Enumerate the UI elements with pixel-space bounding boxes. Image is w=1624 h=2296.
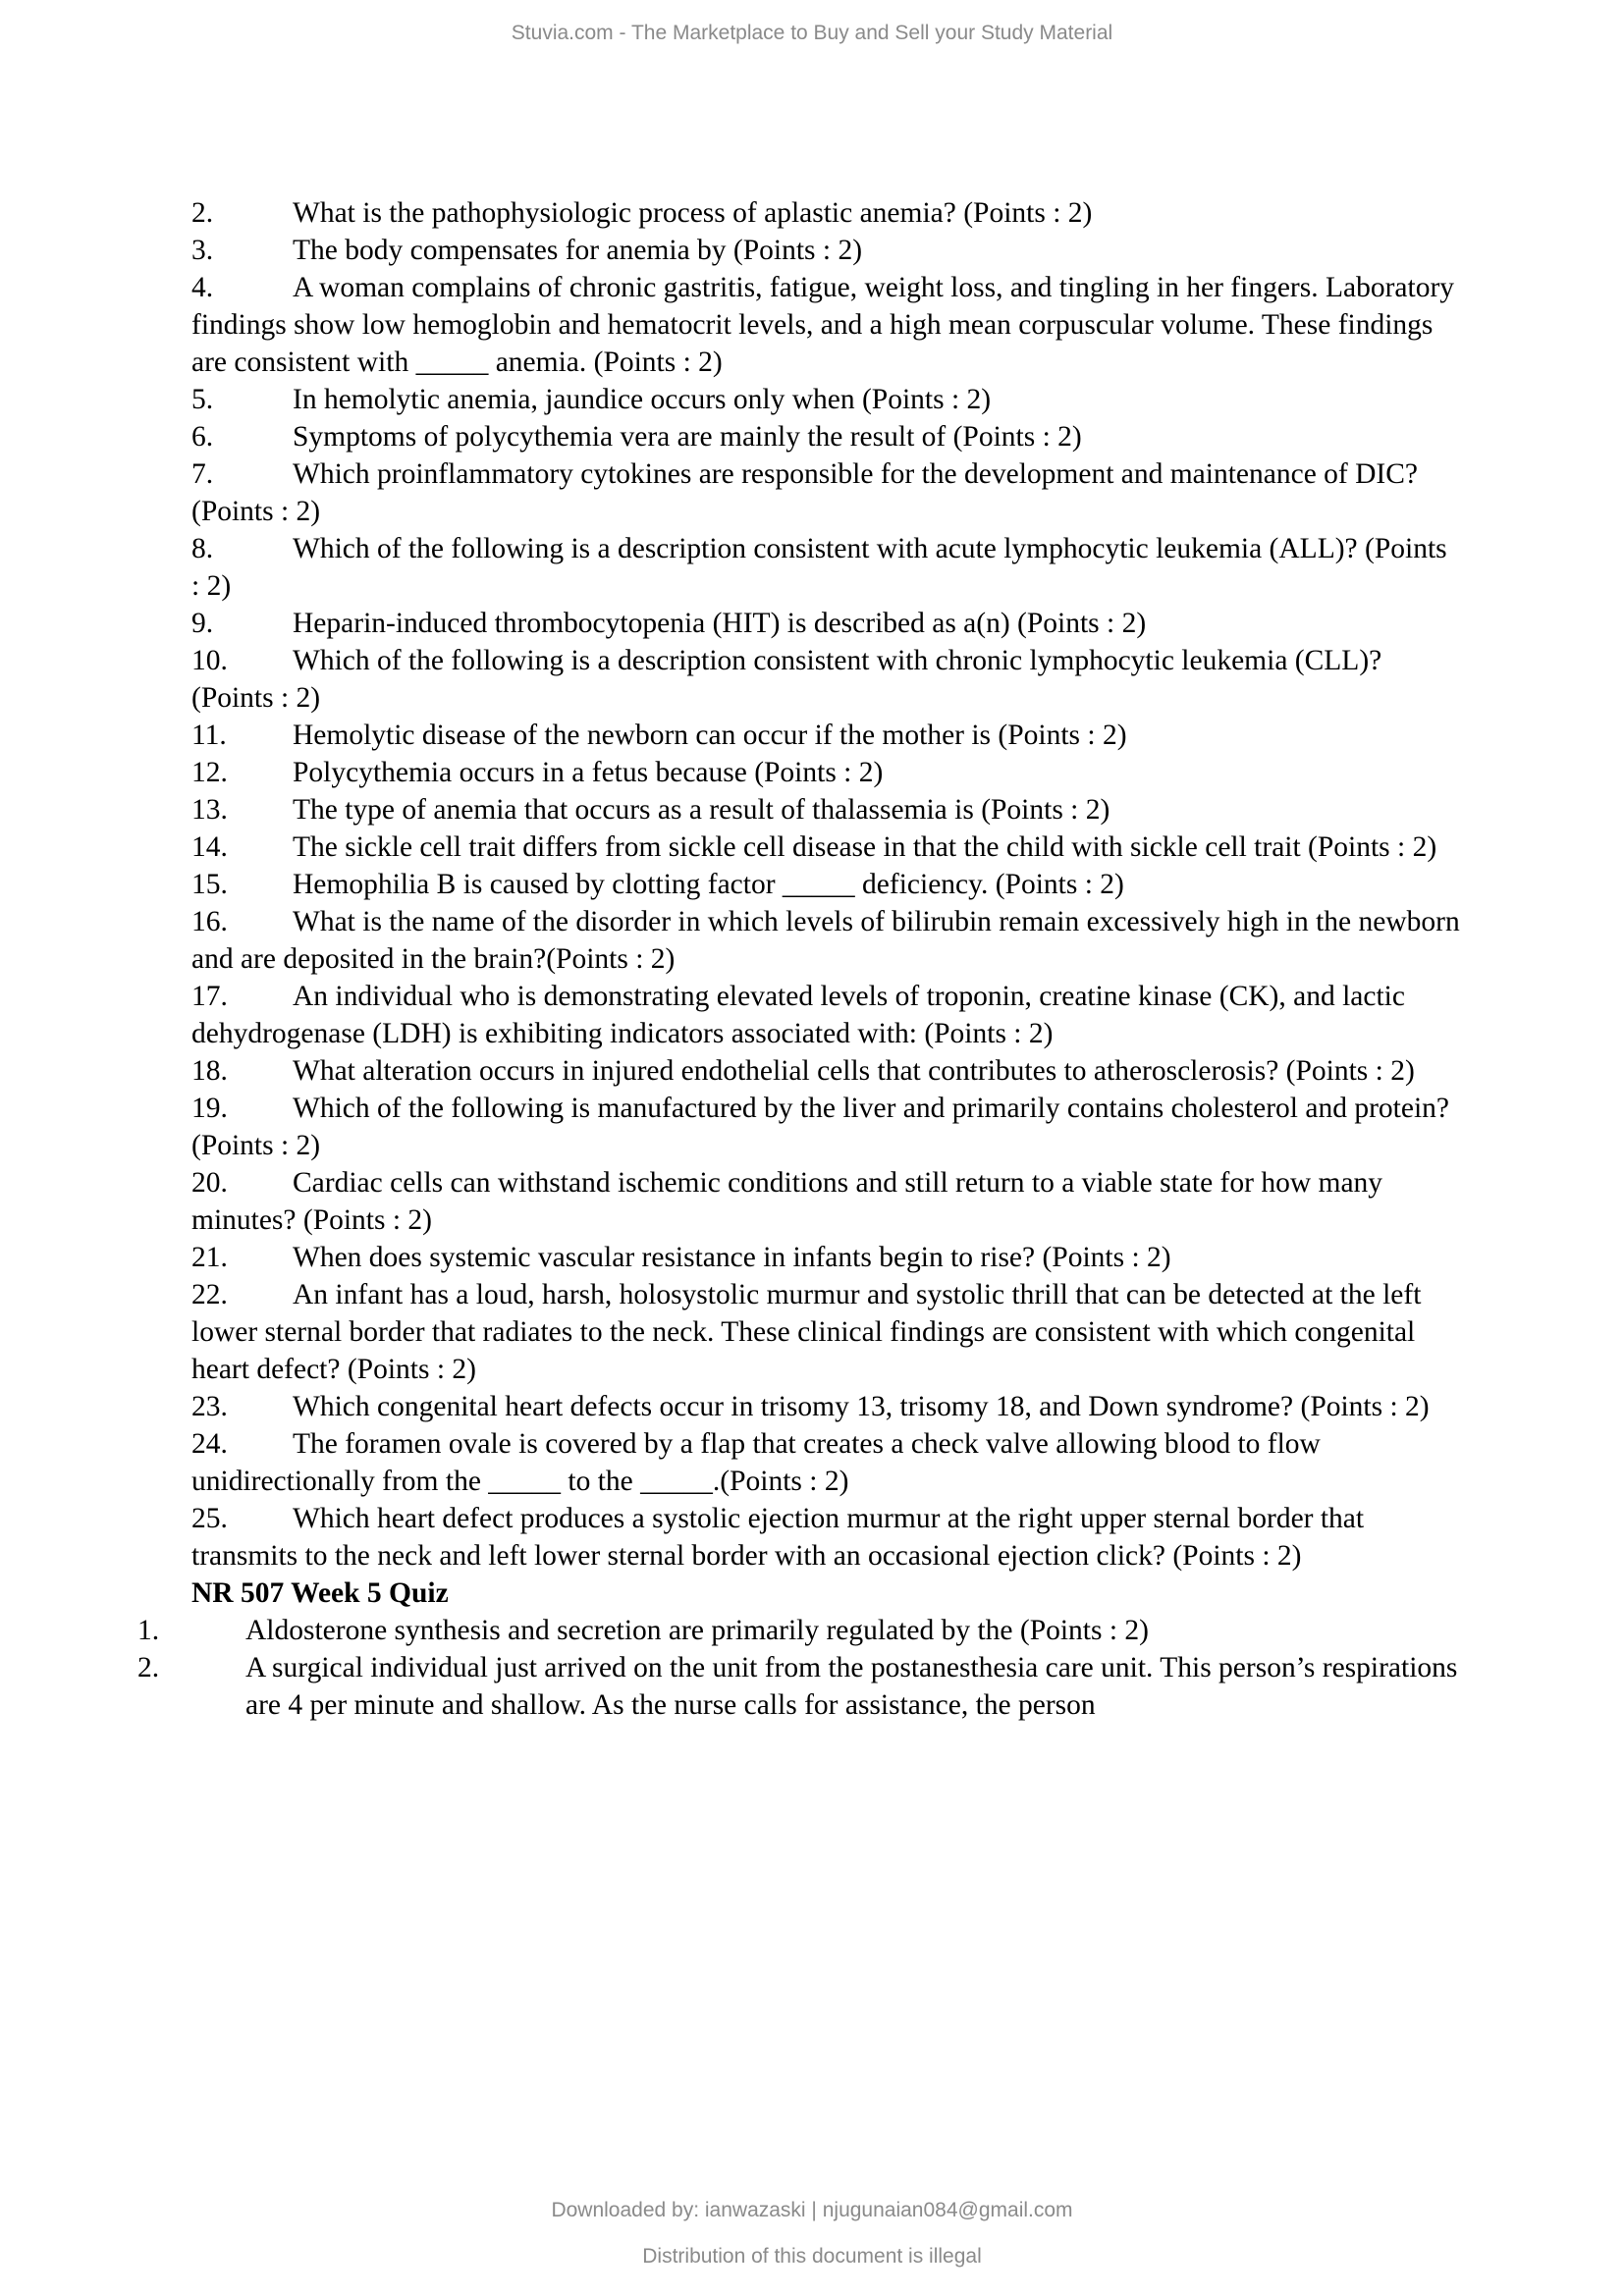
- question-text: A woman complains of chronic gastritis, fatigue, weight loss, and tingling in her fingers. Laboratory findings show low hemoglobin and hematocrit levels, and a high mean corpuscular volume. These findings are consistent with _____ anemia. (Points : 2): [191, 272, 1455, 378]
- quiz-question: [191, 381, 1462, 418]
- quiz-question: [191, 1239, 1462, 1276]
- question-number: 13.: [191, 794, 228, 826]
- question-number: 23.: [191, 1391, 228, 1422]
- quiz-question: [191, 1425, 1462, 1500]
- question-text: The foramen ovale is covered by a flap that creates a check valve allowing blood to flow unidirectionally from the _____ to the _____.(Points : 2): [191, 1428, 1321, 1497]
- question-text: What is the name of the disorder in which levels of bilirubin remain excessively high in the newborn and are deposited in the brain?(Points : 2): [191, 906, 1460, 975]
- document-body: [137, 194, 1462, 1724]
- question-number: 8.: [191, 533, 214, 564]
- question-number: 14.: [191, 831, 228, 863]
- quiz-question: [191, 530, 1462, 605]
- question-text: Which of the following is a description consistent with acute lymphocytic leukemia (ALL)? (Points : 2): [191, 533, 1447, 602]
- question-number: 16.: [191, 906, 228, 937]
- question-number: 17.: [191, 981, 228, 1012]
- question-text: Aldosterone synthesis and secretion are primarily regulated by the (Points : 2): [245, 1615, 1150, 1646]
- question-number: 7.: [191, 458, 214, 490]
- question-text: Which congenital heart defects occur in trisomy 13, trisomy 18, and Down syndrome? (Points : 2): [293, 1391, 1430, 1422]
- quiz-question: [191, 903, 1462, 978]
- stuvia-watermark-header: Stuvia.com - The Marketplace to Buy and Sell your Study Material: [511, 22, 1113, 44]
- question-text: Which of the following is a description consistent with chronic lymphocytic leukemia (CLL)? (Points : 2): [191, 645, 1382, 714]
- quiz-question: [191, 717, 1462, 754]
- question-number: 20.: [191, 1167, 228, 1199]
- question-number: 22.: [191, 1279, 228, 1310]
- question-text: In hemolytic anemia, jaundice occurs only when (Points : 2): [293, 384, 992, 415]
- distribution-warning-watermark: Distribution of this document is illegal: [642, 2245, 982, 2268]
- question-number: 25.: [191, 1503, 228, 1534]
- question-number: 5.: [191, 384, 214, 415]
- quiz-question: [137, 1649, 1462, 1724]
- question-text: Hemophilia B is caused by clotting factor _____ deficiency. (Points : 2): [293, 869, 1124, 900]
- quiz-question: [191, 642, 1462, 717]
- quiz-question: [191, 455, 1462, 530]
- quiz-question-list-part1: [191, 194, 1462, 1575]
- question-text: A surgical individual just arrived on the unit from the postanesthesia care unit. This person’s respirations are 4 per minute and shallow. As the nurse calls for assistance, the person: [245, 1652, 1458, 1721]
- question-number: 21.: [191, 1242, 228, 1273]
- quiz-question: [191, 269, 1462, 381]
- quiz-question: [191, 1090, 1462, 1164]
- question-text: Which heart defect produces a systolic ejection murmur at the right upper sternal border that transmits to the neck and left lower sternal border with an occasional ejection click? (Points : 2): [191, 1503, 1365, 1572]
- downloaded-by-watermark: Downloaded by: ianwazaski | njugunaian084@gmail.com: [551, 2199, 1073, 2221]
- quiz-question: [191, 1164, 1462, 1239]
- question-text: An infant has a loud, harsh, holosystolic murmur and systolic thrill that can be detected at the left lower sternal border that radiates to the neck. These clinical findings are consistent with which congenital heart defect? (Points : 2): [191, 1279, 1422, 1385]
- question-text: The sickle cell trait differs from sickle cell disease in that the child with sickle cell trait (Points : 2): [293, 831, 1437, 863]
- question-number: 15.: [191, 869, 228, 900]
- quiz-question: [191, 978, 1462, 1052]
- question-text: An individual who is demonstrating elevated levels of troponin, creatine kinase (CK), and lactic dehydrogenase (LDH) is exhibiting indicators associated with: (Points : 2): [191, 981, 1405, 1049]
- question-text: The body compensates for anemia by (Points : 2): [293, 235, 863, 266]
- question-text: Polycythemia occurs in a fetus because (Points : 2): [293, 757, 884, 788]
- quiz-question-list-part2: [137, 1612, 1462, 1724]
- quiz-question: [191, 1388, 1462, 1425]
- quiz-question: [191, 232, 1462, 269]
- quiz-question: [191, 605, 1462, 642]
- question-number: 18.: [191, 1055, 228, 1087]
- quiz-question: [191, 194, 1462, 232]
- question-number: 24.: [191, 1428, 228, 1460]
- question-text: Symptoms of polycythemia vera are mainly the result of (Points : 2): [293, 421, 1082, 453]
- quiz-question: [191, 418, 1462, 455]
- question-text: The type of anemia that occurs as a result of thalassemia is (Points : 2): [293, 794, 1110, 826]
- question-number: 2.: [191, 197, 214, 229]
- quiz-question: [191, 754, 1462, 791]
- quiz-question: [191, 1052, 1462, 1090]
- quiz-question: [191, 1500, 1462, 1575]
- question-text: Hemolytic disease of the newborn can occur if the mother is (Points : 2): [293, 720, 1127, 751]
- quiz-question: [191, 828, 1462, 866]
- question-number: 1.: [137, 1615, 160, 1646]
- question-number: 10.: [191, 645, 228, 676]
- question-number: 4.: [191, 272, 214, 303]
- question-number: 2.: [137, 1652, 160, 1683]
- question-text: Which of the following is manufactured by the liver and primarily contains cholesterol and protein? (Points : 2): [191, 1093, 1449, 1161]
- question-text: Cardiac cells can withstand ischemic conditions and still return to a viable state for how many minutes? (Points : 2): [191, 1167, 1383, 1236]
- question-number: 6.: [191, 421, 214, 453]
- question-number: 11.: [191, 720, 227, 751]
- section-heading-week5-quiz: NR 507 Week 5 Quiz: [191, 1577, 449, 1609]
- question-number: 3.: [191, 235, 214, 266]
- question-number: 12.: [191, 757, 228, 788]
- question-text: Which proinflammatory cytokines are responsible for the development and maintenance of DIC? (Points : 2): [191, 458, 1419, 527]
- quiz-question: [191, 1276, 1462, 1388]
- question-text: What is the pathophysiologic process of aplastic anemia? (Points : 2): [293, 197, 1093, 229]
- question-text: What alteration occurs in injured endothelial cells that contributes to atherosclerosis? (Points : 2): [293, 1055, 1415, 1087]
- question-number: 9.: [191, 608, 214, 639]
- question-number: 19.: [191, 1093, 228, 1124]
- quiz-question: [137, 1612, 1462, 1649]
- quiz-question: [191, 866, 1462, 903]
- question-text: When does systemic vascular resistance in infants begin to rise? (Points : 2): [293, 1242, 1171, 1273]
- quiz-question: [191, 791, 1462, 828]
- question-text: Heparin-induced thrombocytopenia (HIT) is described as a(n) (Points : 2): [293, 608, 1147, 639]
